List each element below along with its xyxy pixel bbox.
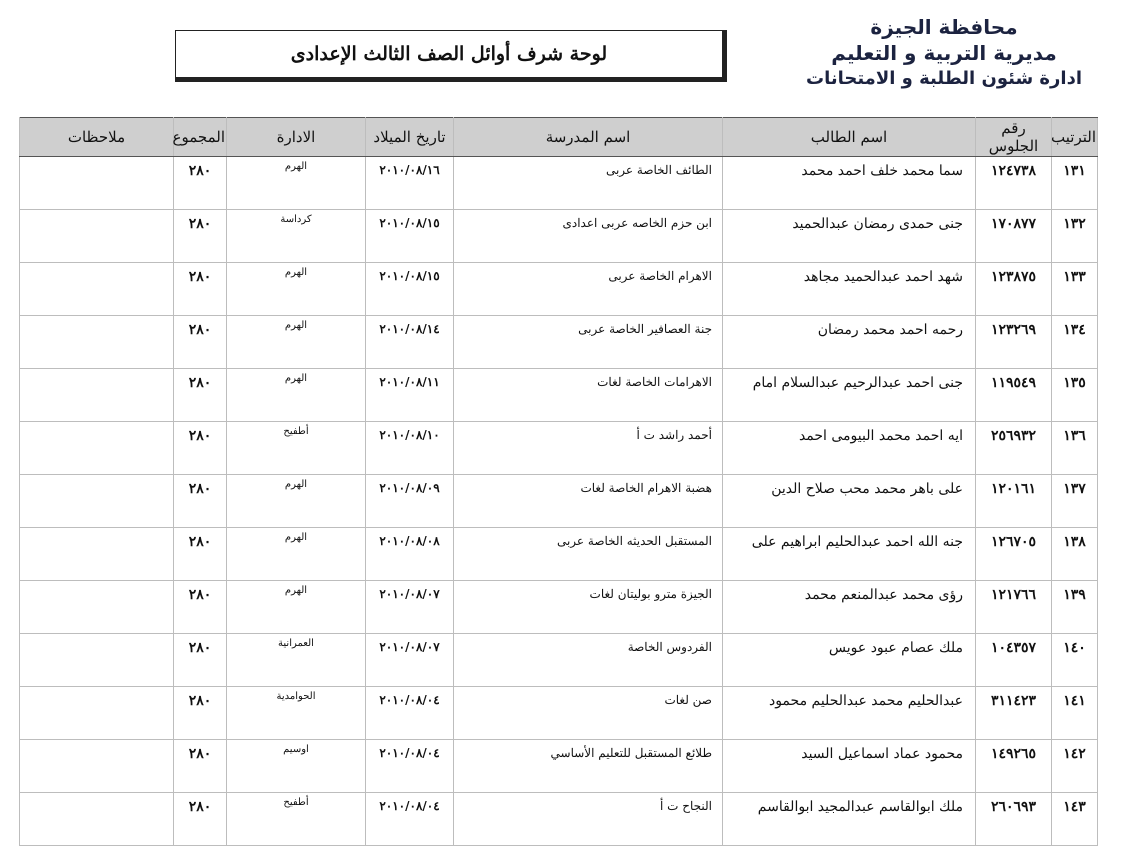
school-name-cell: جنة العصافير الخاصة عربى <box>454 316 723 369</box>
administration-cell: اوسيم <box>227 740 366 793</box>
table-row <box>20 316 1098 369</box>
rank-cell: ١٣٨ <box>1052 528 1098 581</box>
table-row <box>20 528 1098 581</box>
seat-number-cell: ١٢٤٧٣٨ <box>976 157 1052 210</box>
student-name-cell: شهد احمد عبدالحميد مجاهد <box>723 263 976 316</box>
birth-date-cell: ٢٠١٠/٠٨/١١ <box>366 369 454 422</box>
school-name-cell: ابن حزم الخاصه عربى اعدادى <box>454 210 723 263</box>
student-name-cell: جنى احمد عبدالرحيم عبدالسلام امام <box>723 369 976 422</box>
table-row <box>20 634 1098 687</box>
total-cell: ٢٨٠ <box>174 263 227 316</box>
school-name-cell: صن لغات <box>454 687 723 740</box>
rank-cell: ١٣٦ <box>1052 422 1098 475</box>
seat-number-cell: ١٤٩٢٦٥ <box>976 740 1052 793</box>
student-name-cell: ملك عصام عبود عويس <box>723 634 976 687</box>
seat-number-cell: ١٠٤٣٥٧ <box>976 634 1052 687</box>
table-row <box>20 475 1098 528</box>
governorate-name: محافظة الجيزة <box>870 15 1018 39</box>
administration-cell: العمرانية <box>227 634 366 687</box>
table-row <box>20 157 1098 210</box>
notes-cell <box>20 369 174 422</box>
rank-cell: ١٤٢ <box>1052 740 1098 793</box>
seat-number-cell: ١٢٣٨٧٥ <box>976 263 1052 316</box>
birth-date-cell: ٢٠١٠/٠٨/٠٧ <box>366 634 454 687</box>
col-header-seat-number: رقم الجلوس <box>976 118 1052 157</box>
notes-cell <box>20 157 174 210</box>
rank-cell: ١٤٠ <box>1052 634 1098 687</box>
table-row <box>20 210 1098 263</box>
table-row <box>20 369 1098 422</box>
directorate-name: مديرية التربية و التعليم <box>831 41 1057 65</box>
birth-date-cell: ٢٠١٠/٠٨/١٥ <box>366 210 454 263</box>
seat-number-cell: ١٢١٧٦٦ <box>976 581 1052 634</box>
student-name-cell: على باهر محمد محب صلاح الدين <box>723 475 976 528</box>
seat-number-cell: ٢٥٦٩٣٢ <box>976 422 1052 475</box>
school-name-cell: أحمد راشد ت أ <box>454 422 723 475</box>
administration-cell: الهرم <box>227 528 366 581</box>
table-row <box>20 793 1098 846</box>
seat-number-cell: ٣١١٤٢٣ <box>976 687 1052 740</box>
birth-date-cell: ٢٠١٠/٠٨/١٠ <box>366 422 454 475</box>
student-name-cell: جنى حمدى رمضان عبدالحميد <box>723 210 976 263</box>
school-name-cell: الجيزة مترو بوليتان لغات <box>454 581 723 634</box>
notes-cell <box>20 528 174 581</box>
birth-date-cell: ٢٠١٠/٠٨/١٤ <box>366 316 454 369</box>
administration-cell: الهرم <box>227 475 366 528</box>
table-row <box>20 581 1098 634</box>
notes-cell <box>20 634 174 687</box>
rank-cell: ١٣٩ <box>1052 581 1098 634</box>
birth-date-cell: ٢٠١٠/٠٨/٠٩ <box>366 475 454 528</box>
school-name-cell: الاهرام الخاصة عربى <box>454 263 723 316</box>
rank-cell: ١٤١ <box>1052 687 1098 740</box>
total-cell: ٢٨٠ <box>174 528 227 581</box>
issuer-header <box>794 14 1094 92</box>
col-header-administration: الادارة <box>227 118 366 157</box>
table-header-row <box>20 118 1098 157</box>
rank-cell: ١٣١ <box>1052 157 1098 210</box>
notes-cell <box>20 210 174 263</box>
seat-number-cell: ١٢٣٢٦٩ <box>976 316 1052 369</box>
rank-cell: ١٣٤ <box>1052 316 1098 369</box>
administration-cell: الهرم <box>227 157 366 210</box>
col-header-student-name: اسم الطالب <box>723 118 976 157</box>
total-cell: ٢٨٠ <box>174 475 227 528</box>
student-name-cell: جنه الله احمد عبدالحليم ابراهيم على <box>723 528 976 581</box>
seat-number-cell: ٢٦٠٦٩٣ <box>976 793 1052 846</box>
honor-roll-table <box>19 117 1098 846</box>
total-cell: ٢٨٠ <box>174 422 227 475</box>
school-name-cell: النجاح ت أ <box>454 793 723 846</box>
birth-date-cell: ٢٠١٠/٠٨/٠٤ <box>366 740 454 793</box>
notes-cell <box>20 740 174 793</box>
school-name-cell: المستقبل الحديثه الخاصة عربى <box>454 528 723 581</box>
student-name-cell: ايه احمد محمد البيومى احمد <box>723 422 976 475</box>
birth-date-cell: ٢٠١٠/٠٨/١٦ <box>366 157 454 210</box>
rank-cell: ١٣٢ <box>1052 210 1098 263</box>
table-row <box>20 263 1098 316</box>
seat-number-cell: ١٢٦٧٠٥ <box>976 528 1052 581</box>
total-cell: ٢٨٠ <box>174 740 227 793</box>
notes-cell <box>20 475 174 528</box>
seat-number-cell: ١٢٠١٦١ <box>976 475 1052 528</box>
total-cell: ٢٨٠ <box>174 316 227 369</box>
notes-cell <box>20 687 174 740</box>
rank-cell: ١٤٣ <box>1052 793 1098 846</box>
seat-number-cell: ١١٩٥٤٩ <box>976 369 1052 422</box>
school-name-cell: الفردوس الخاصة <box>454 634 723 687</box>
school-name-cell: الاهرامات الخاصة لغات <box>454 369 723 422</box>
notes-cell <box>20 316 174 369</box>
total-cell: ٢٨٠ <box>174 793 227 846</box>
birth-date-cell: ٢٠١٠/٠٨/٠٤ <box>366 687 454 740</box>
administration-cell: الحوامدية <box>227 687 366 740</box>
birth-date-cell: ٢٠١٠/٠٨/٠٨ <box>366 528 454 581</box>
administration-cell: الهرم <box>227 263 366 316</box>
notes-cell <box>20 422 174 475</box>
birth-date-cell: ٢٠١٠/٠٨/٠٧ <box>366 581 454 634</box>
notes-cell <box>20 581 174 634</box>
page-title: لوحة شرف أوائل الصف الثالث الإعدادى <box>175 30 727 82</box>
table-row <box>20 740 1098 793</box>
col-header-total: المجموع <box>174 118 227 157</box>
seat-number-cell: ١٧٠٨٧٧ <box>976 210 1052 263</box>
notes-cell <box>20 793 174 846</box>
total-cell: ٢٨٠ <box>174 369 227 422</box>
school-name-cell: طلائع المستقبل للتعليم الأساسي <box>454 740 723 793</box>
student-name-cell: محمود عماد اسماعيل السيد <box>723 740 976 793</box>
col-header-school-name: اسم المدرسة <box>454 118 723 157</box>
school-name-cell: هضبة الاهرام الخاصة لغات <box>454 475 723 528</box>
table-row <box>20 422 1098 475</box>
total-cell: ٢٨٠ <box>174 157 227 210</box>
administration-cell: كرداسة <box>227 210 366 263</box>
rank-cell: ١٣٧ <box>1052 475 1098 528</box>
birth-date-cell: ٢٠١٠/٠٨/١٥ <box>366 263 454 316</box>
col-header-notes: ملاحظات <box>20 118 174 157</box>
administration-cell: أطفيح <box>227 793 366 846</box>
rank-cell: ١٣٥ <box>1052 369 1098 422</box>
administration-cell: الهرم <box>227 369 366 422</box>
administration-cell: أطفيح <box>227 422 366 475</box>
student-name-cell: ملك ابوالقاسم عبدالمجيد ابوالقاسم <box>723 793 976 846</box>
rank-cell: ١٣٣ <box>1052 263 1098 316</box>
department-name: ادارة شئون الطلبة و الامتحانات <box>806 68 1082 89</box>
total-cell: ٢٨٠ <box>174 687 227 740</box>
total-cell: ٢٨٠ <box>174 581 227 634</box>
administration-cell: الهرم <box>227 316 366 369</box>
table-row <box>20 687 1098 740</box>
total-cell: ٢٨٠ <box>174 210 227 263</box>
student-name-cell: سما محمد خلف احمد محمد <box>723 157 976 210</box>
student-name-cell: عبدالحليم محمد عبدالحليم محمود <box>723 687 976 740</box>
total-cell: ٢٨٠ <box>174 634 227 687</box>
notes-cell <box>20 263 174 316</box>
administration-cell: الهرم <box>227 581 366 634</box>
col-header-birth-date: تاريخ الميلاد <box>366 118 454 157</box>
student-name-cell: رؤى محمد عبدالمنعم محمد <box>723 581 976 634</box>
birth-date-cell: ٢٠١٠/٠٨/٠٤ <box>366 793 454 846</box>
student-name-cell: رحمه احمد محمد رمضان <box>723 316 976 369</box>
col-header-rank: الترتيب <box>1052 118 1098 157</box>
school-name-cell: الطائف الخاصة عربى <box>454 157 723 210</box>
